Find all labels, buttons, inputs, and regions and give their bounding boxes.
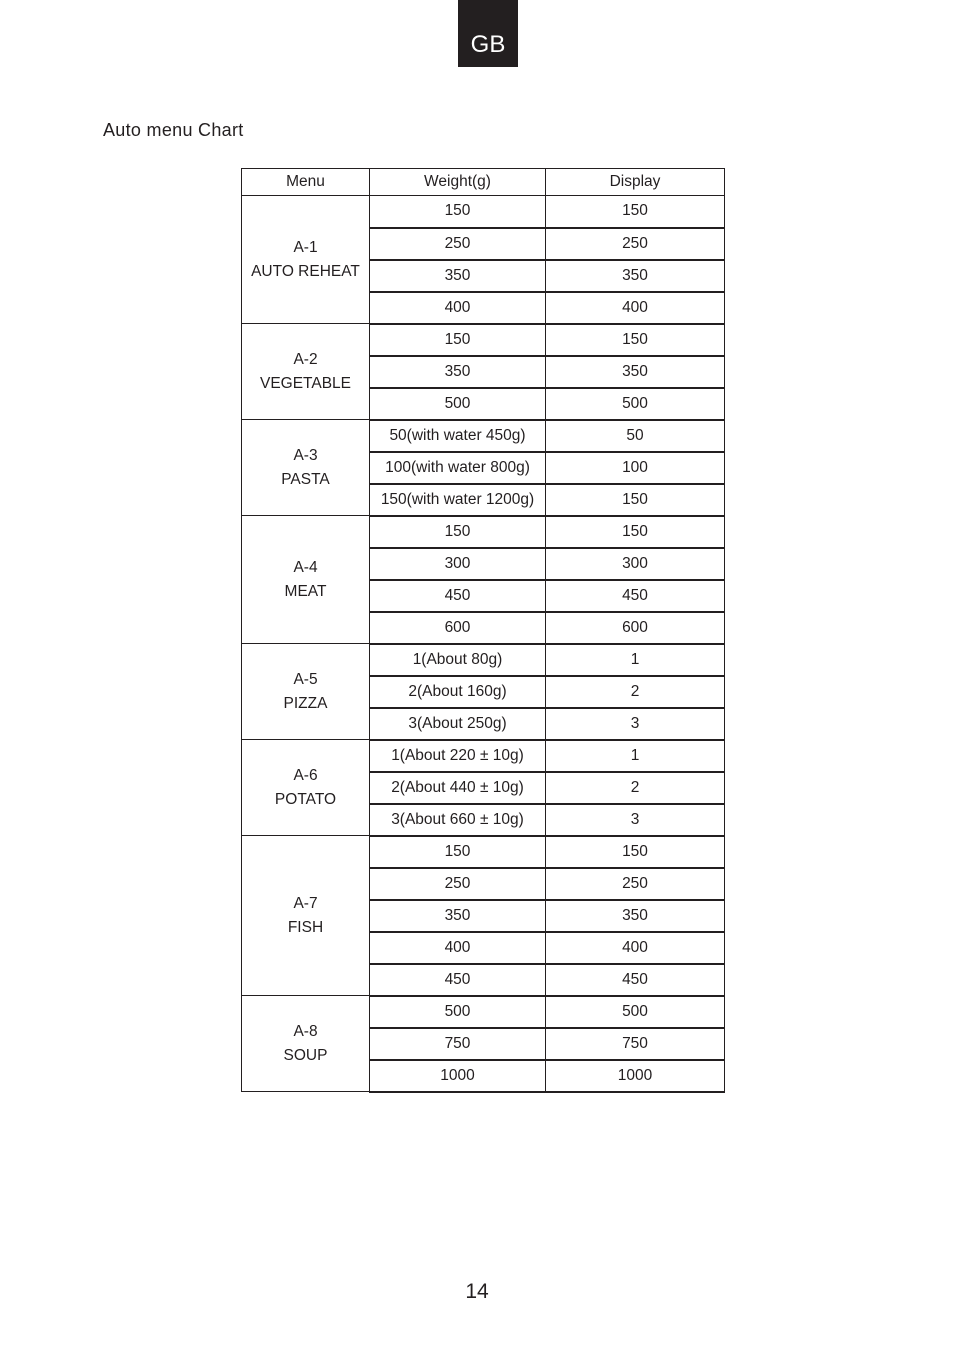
- weight-cell: 300: [370, 548, 546, 580]
- display-cell: 150: [546, 324, 725, 356]
- display-cell: 3: [546, 804, 725, 836]
- menu-name: PASTA: [281, 470, 330, 488]
- menu-code: A-6: [293, 766, 318, 784]
- language-tab: GB: [458, 0, 518, 67]
- weight-cell: 1(About 80g): [370, 644, 546, 676]
- display-cell: 500: [546, 996, 725, 1028]
- display-cell: 2: [546, 676, 725, 708]
- menu-cell: [242, 516, 370, 644]
- table-row: [242, 996, 725, 1028]
- weight-cell: 500: [370, 388, 546, 420]
- menu-cell: [242, 324, 370, 420]
- page-number: 14: [465, 1280, 489, 1303]
- weight-cell: 2(About 440 ± 10g): [370, 772, 546, 804]
- display-cell: 600: [546, 612, 725, 644]
- menu-code: A-4: [293, 558, 318, 576]
- weight-cell: 3(About 250g): [370, 708, 546, 740]
- display-cell: 1000: [546, 1060, 725, 1092]
- weight-cell: 1000: [370, 1060, 546, 1092]
- display-cell: 450: [546, 964, 725, 996]
- menu-name: PIZZA: [283, 694, 328, 712]
- menu-name: AUTO REHEAT: [251, 262, 360, 280]
- display-cell: 150: [546, 484, 725, 516]
- display-cell: 150: [546, 836, 725, 868]
- menu-code: A-8: [293, 1022, 318, 1040]
- menu-name: MEAT: [284, 582, 327, 600]
- display-cell: 150: [546, 196, 725, 228]
- weight-cell: 500: [370, 996, 546, 1028]
- table-row: [242, 740, 725, 772]
- menu-name: POTATO: [274, 790, 337, 808]
- table-row: [242, 420, 725, 452]
- weight-cell: 750: [370, 1028, 546, 1060]
- weight-cell: 600: [370, 612, 546, 644]
- weight-cell: 450: [370, 580, 546, 612]
- table-row: [242, 644, 725, 676]
- weight-cell: 350: [370, 260, 546, 292]
- weight-cell: 150(with water 1200g): [370, 484, 546, 516]
- weight-cell: 400: [370, 292, 546, 324]
- display-cell: 400: [546, 292, 725, 324]
- menu-code: A-5: [293, 670, 318, 688]
- weight-cell: 350: [370, 900, 546, 932]
- display-cell: 750: [546, 1028, 725, 1060]
- weight-cell: 150: [370, 324, 546, 356]
- display-cell: 150: [546, 516, 725, 548]
- display-cell: 1: [546, 740, 725, 772]
- menu-name: SOUP: [283, 1046, 328, 1064]
- display-cell: 250: [546, 868, 725, 900]
- display-cell: 350: [546, 356, 725, 388]
- weight-cell: 3(About 660 ± 10g): [370, 804, 546, 836]
- weight-cell: 1(About 220 ± 10g): [370, 740, 546, 772]
- display-cell: 50: [546, 420, 725, 452]
- menu-code: A-7: [293, 894, 318, 912]
- menu-cell: [242, 836, 370, 996]
- display-cell: 500: [546, 388, 725, 420]
- column-header-weight: Weight(g): [370, 169, 546, 196]
- menu-cell: [242, 644, 370, 740]
- column-header-menu: Menu: [242, 169, 370, 196]
- weight-cell: 450: [370, 964, 546, 996]
- page-title: Auto menu Chart: [103, 120, 244, 140]
- weight-cell: 350: [370, 356, 546, 388]
- menu-code: A-1: [293, 238, 318, 256]
- display-cell: 400: [546, 932, 725, 964]
- menu-code: A-3: [293, 446, 318, 464]
- menu-cell: [242, 196, 370, 324]
- menu-cell: [242, 740, 370, 836]
- display-cell: 300: [546, 548, 725, 580]
- table-row: [242, 516, 725, 548]
- weight-cell: 2(About 160g): [370, 676, 546, 708]
- display-cell: 100: [546, 452, 725, 484]
- menu-code: A-2: [293, 350, 318, 368]
- weight-cell: 250: [370, 868, 546, 900]
- menu-cell: [242, 420, 370, 516]
- menu-name: VEGETABLE: [259, 374, 352, 392]
- display-cell: 1: [546, 644, 725, 676]
- column-header-display: Display: [546, 169, 725, 196]
- table-row: [242, 324, 725, 356]
- menu-cell: [242, 996, 370, 1092]
- display-cell: 350: [546, 260, 725, 292]
- table-row: [242, 836, 725, 868]
- weight-cell: 250: [370, 228, 546, 260]
- weight-cell: 150: [370, 196, 546, 228]
- display-cell: 450: [546, 580, 725, 612]
- table-header-row: [242, 169, 725, 196]
- weight-cell: 150: [370, 836, 546, 868]
- weight-cell: 50(with water 450g): [370, 420, 546, 452]
- weight-cell: 400: [370, 932, 546, 964]
- menu-name: FISH: [287, 918, 324, 936]
- display-cell: 2: [546, 772, 725, 804]
- display-cell: 350: [546, 900, 725, 932]
- display-cell: 250: [546, 228, 725, 260]
- table-body: [242, 196, 725, 1092]
- weight-cell: 100(with water 800g): [370, 452, 546, 484]
- display-cell: 3: [546, 708, 725, 740]
- table-row: [242, 196, 725, 228]
- weight-cell: 150: [370, 516, 546, 548]
- auto-menu-table: [241, 168, 725, 1093]
